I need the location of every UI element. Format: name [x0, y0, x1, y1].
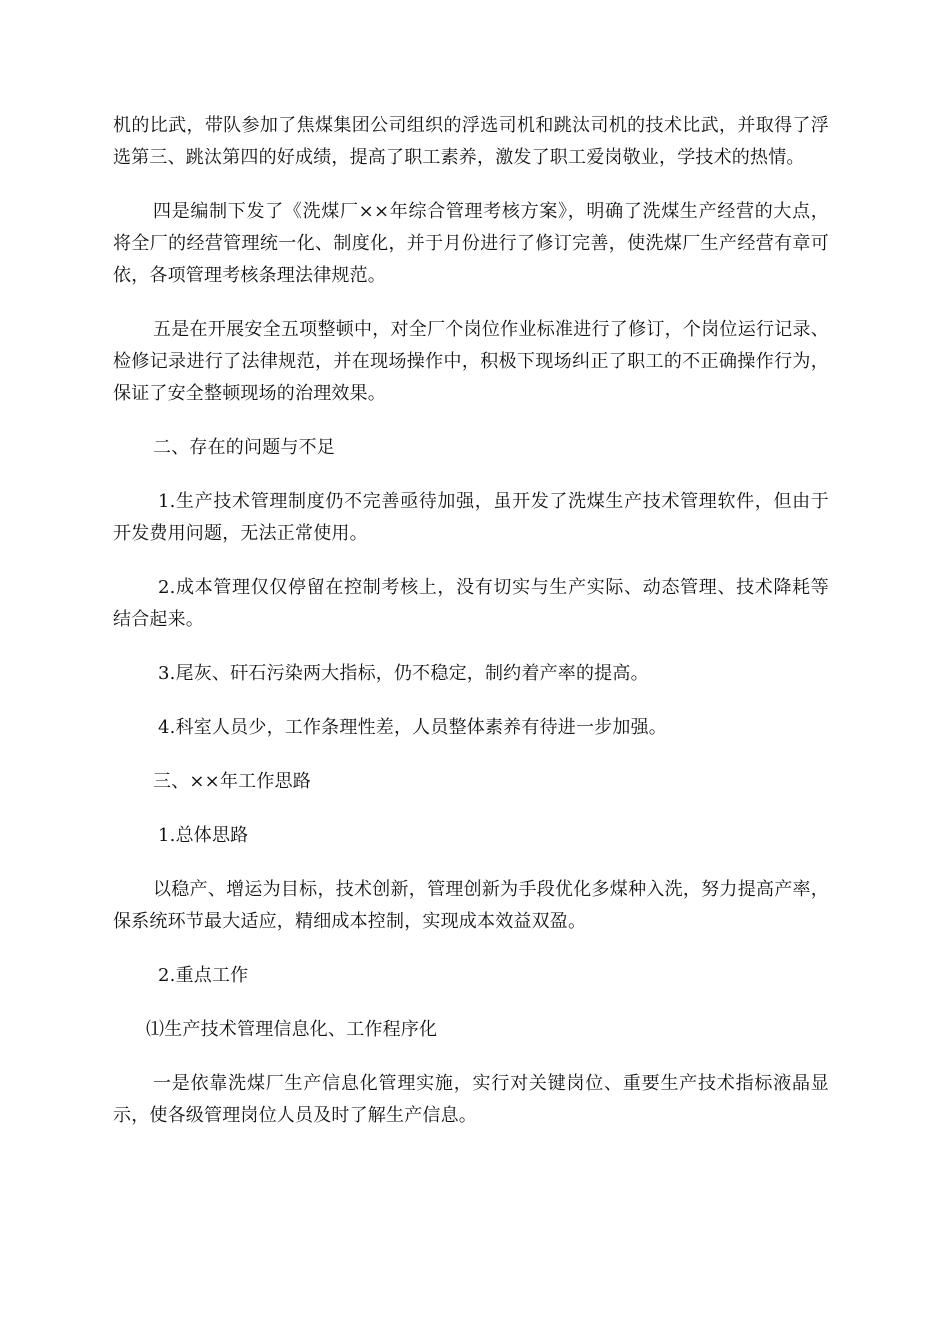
- subheading-informatization: ⑴生产技术管理信息化、工作程序化: [146, 1019, 438, 1040]
- paragraph-overall-approach: 以稳产、增运为目标，技术创新，管理创新为手段优化多煤种入洗，努力提高产率，保系统环节最大适应，精细成本控制，实现成本效益双盈。: [113, 879, 829, 932]
- section-heading-work-plan: 三、××年工作思路: [153, 771, 311, 792]
- subheading-overall-approach: 1.总体思路: [158, 825, 249, 846]
- section-heading-problems: 二、存在的问题与不足: [153, 437, 335, 458]
- paragraph-item-one-informatization: 一是依靠洗煤厂生产信息化管理实施，实行对关键岗位、重要生产技术指标液晶显示，使各级管理岗位人员及时了解生产信息。: [113, 1073, 829, 1126]
- subheading-key-work: 2.重点工作: [158, 965, 249, 986]
- paragraph-item-four: 四是编制下发了《洗煤厂××年综合管理考核方案》，明确了洗煤生产经营的大点，将全厂的经营管理统一化、制度化，并于月份进行了修订完善，使洗煤厂生产经营有章可依，各项管理考核条理法律规范。: [113, 201, 829, 286]
- paragraph-skills-competition: 机的比武，带队参加了焦煤集团公司组织的浮选司机和跳汰司机的技术比武，并取得了浮选第三、跳汰第四的好成绩，提高了职工素养，激发了职工爱岗敬业，学技术的热情。: [113, 115, 829, 168]
- paragraph-item-five: 五是在开展安全五项整顿中，对全厂个岗位作业标准进行了修订，个岗位运行记录、检修记录进行了法律规范，并在现场操作中，积极下现场纠正了职工的不正确操作行为，保证了安全整顿现场的治理效果。: [113, 319, 829, 404]
- problem-item-2: 2.成本管理仅仅停留在控制考核上，没有切实与生产实际、动态管理、技术降耗等结合起来。: [113, 577, 829, 630]
- document-body: [113, 110, 829, 1132]
- problem-item-3: 3.尾灰、矸石污染两大指标，仍不稳定，制约着产率的提高。: [158, 663, 649, 684]
- problem-item-1: 1.生产技术管理制度仍不完善亟待加强，虽开发了洗煤生产技术管理软件，但由于开发费用问题，无法正常使用。: [113, 491, 829, 544]
- problem-item-4: 4.科室人员少，工作条理性差，人员整体素养有待进一步加强。: [158, 717, 667, 738]
